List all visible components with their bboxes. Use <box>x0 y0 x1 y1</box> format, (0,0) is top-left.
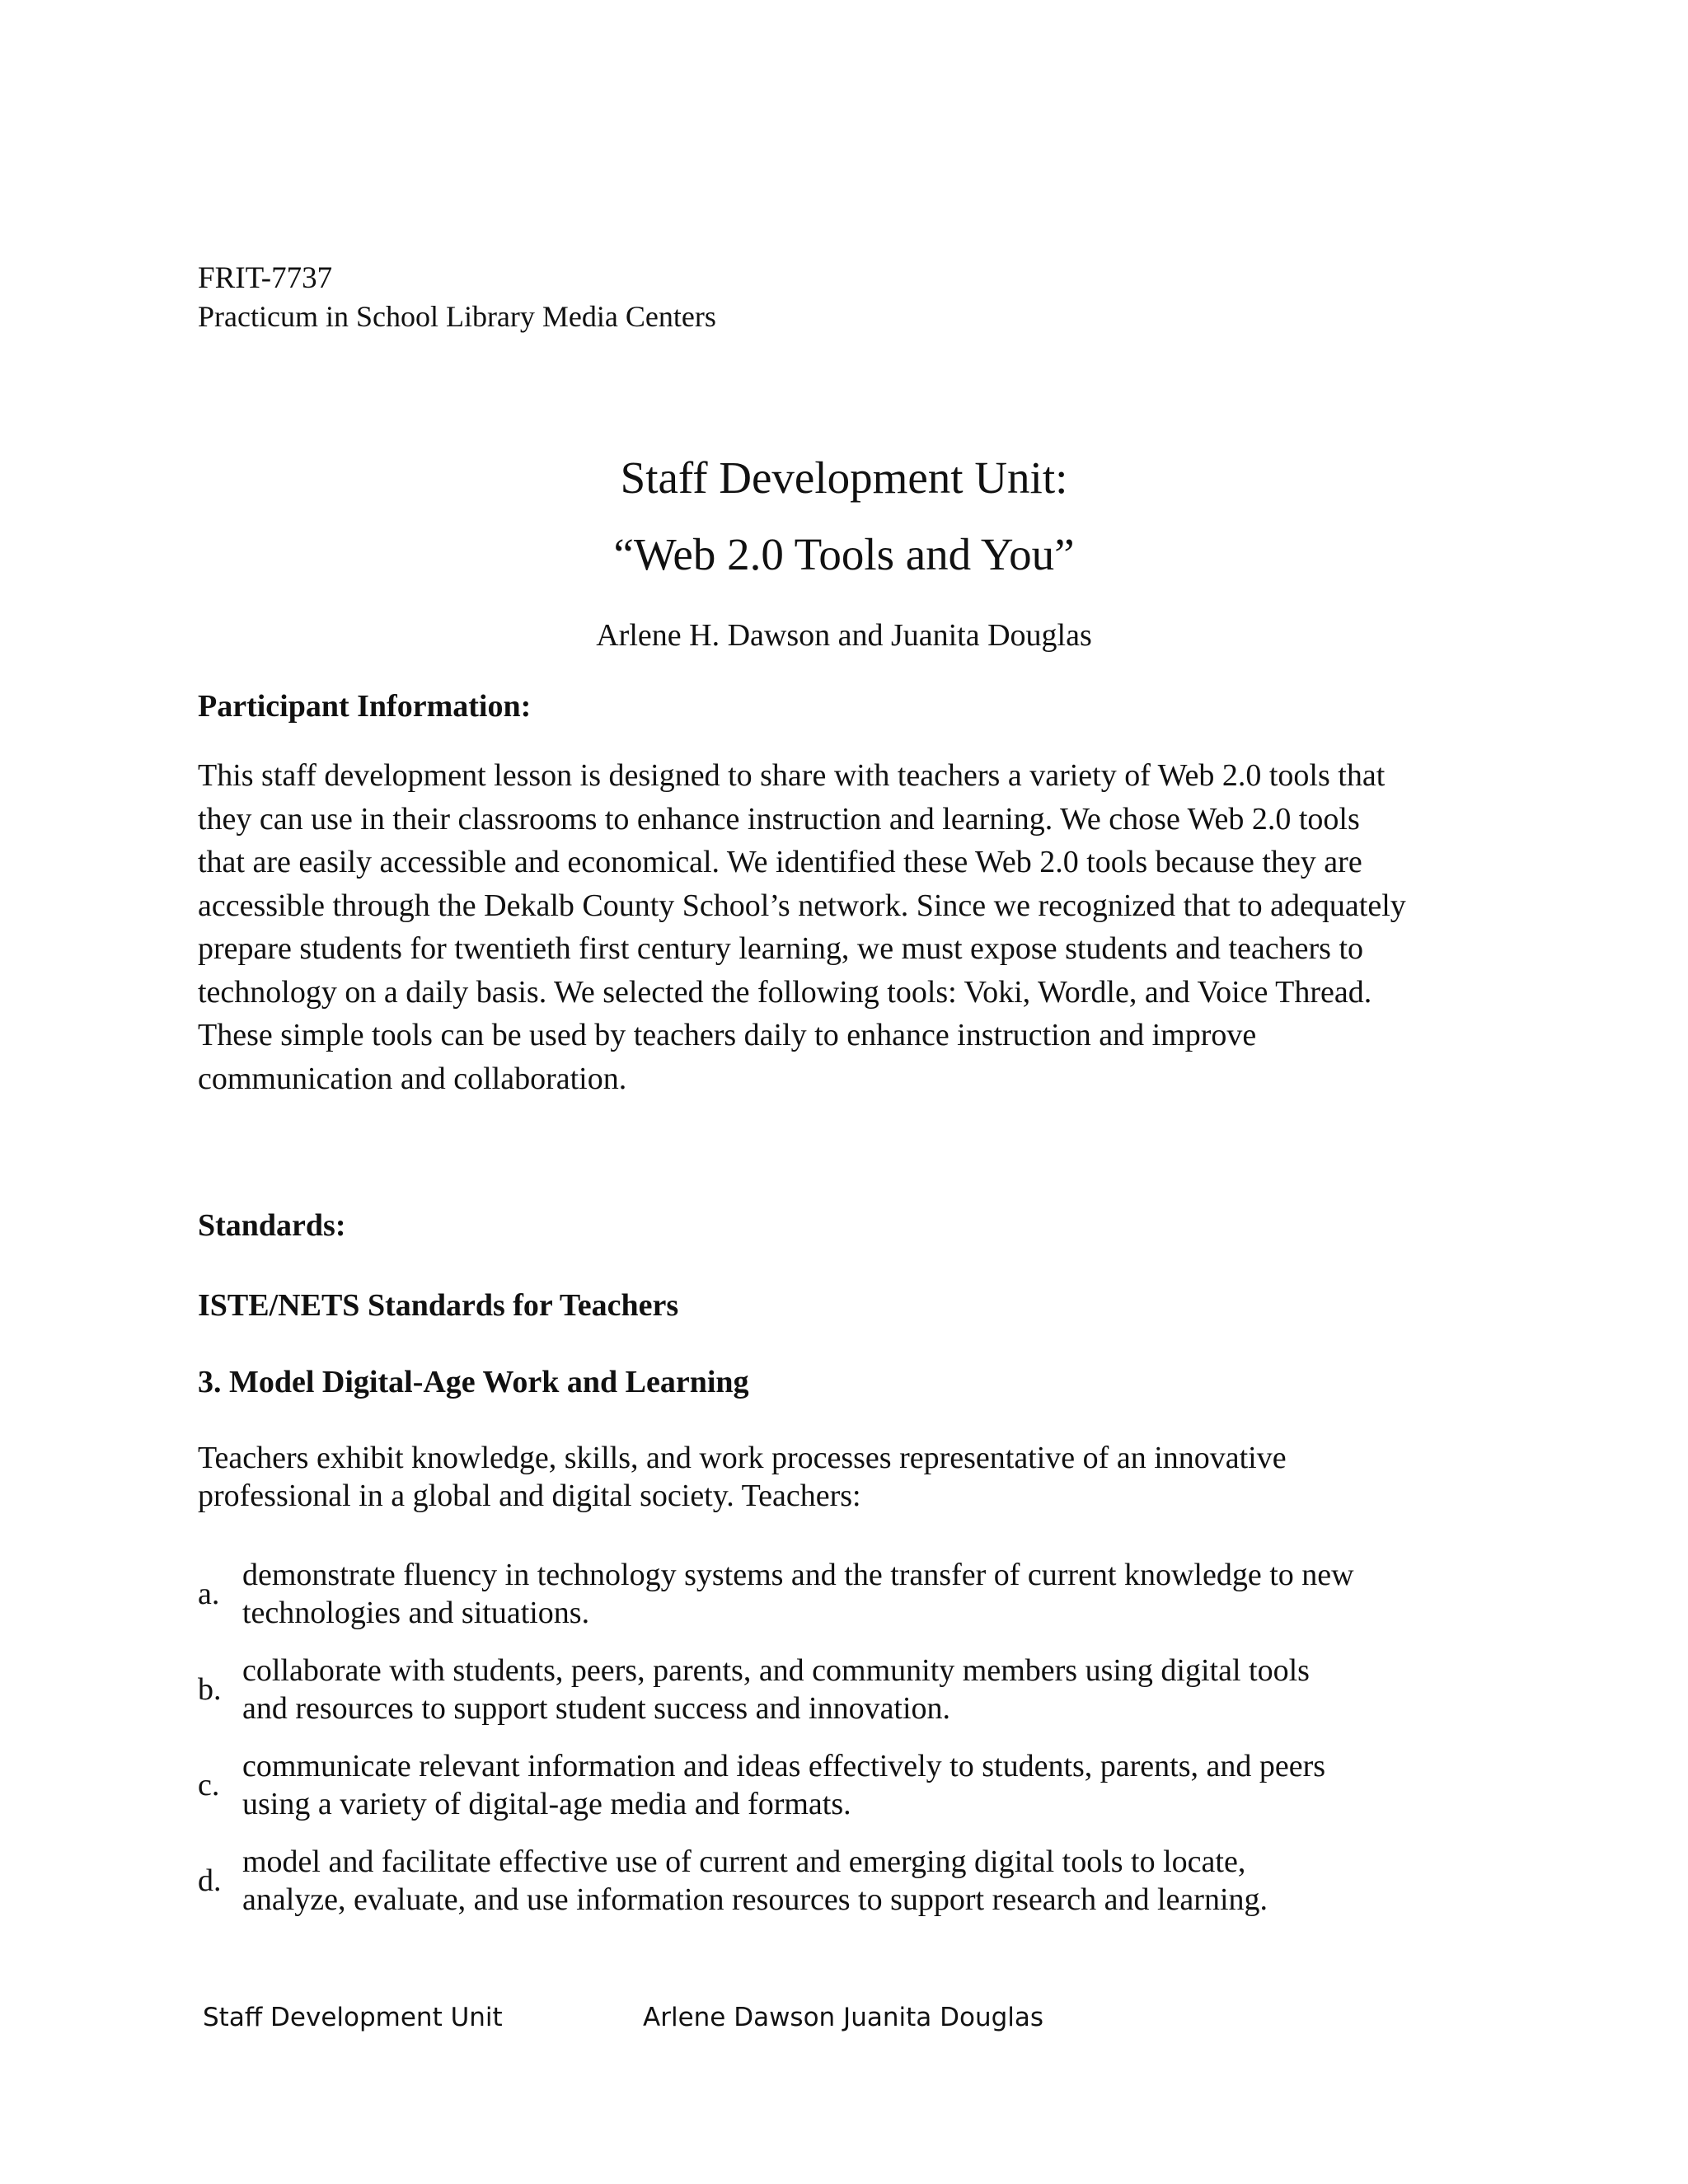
list-item-line: communicate relevant information and ideas effectively to students, parents, and peers <box>242 1749 1326 1783</box>
list-item-line: technologies and situations. <box>242 1596 590 1630</box>
footer-unit-title: Staff Development Unit <box>203 2003 503 2032</box>
paragraph-line: These simple tools can be used by teachers daily to enhance instruction and improve <box>198 1018 1257 1052</box>
list-item-line: model and facilitate effective use of current and emerging digital tools to locate, <box>242 1844 1246 1879</box>
list-item-line: collaborate with students, peers, parents, and community members using digital tools <box>242 1653 1310 1688</box>
list-item-text <box>242 1556 1354 1632</box>
list-item-line: analyze, evaluate, and use information resources to support research and learning. <box>242 1882 1268 1917</box>
list-item-letter: d. <box>198 1863 222 1898</box>
paragraph-line: Teachers exhibit knowledge, skills, and work processes representative of an innovative <box>198 1441 1287 1475</box>
course-code: FRIT-7737 <box>198 261 333 295</box>
list-item-letter: c. <box>198 1768 220 1802</box>
footer-authors: Arlene Dawson Juanita Douglas <box>643 2003 1044 2032</box>
standards-intro-paragraph <box>198 1439 1287 1515</box>
document-title-line-2: “Web 2.0 Tools and You” <box>613 529 1075 579</box>
paragraph-line: communication and collaboration. <box>198 1061 627 1096</box>
paragraph-line: prepare students for twentieth first century learning, we must expose students and teachers to <box>198 931 1364 966</box>
participant-info-heading: Participant Information: <box>198 689 532 724</box>
list-item-letter: a. <box>198 1577 220 1611</box>
list-item-letter: b. <box>198 1672 222 1707</box>
course-name: Practicum in School Library Media Centers <box>198 300 716 333</box>
paragraph-line: technology on a daily basis. We selected the following tools: Voki, Wordle, and Voice Thread. <box>198 974 1372 1010</box>
iste-standards-heading: ISTE/NETS Standards for Teachers <box>198 1288 679 1323</box>
paragraph-line: that are easily accessible and economical. We identified these Web 2.0 tools because they are <box>198 845 1362 879</box>
standards-heading: Standards: <box>198 1208 346 1243</box>
paragraph-line: professional in a global and digital society. Teachers: <box>198 1479 861 1513</box>
paragraph-line: accessible through the Dekalb County School’s network. Since we recognized that to adequately <box>198 888 1406 923</box>
participant-info-paragraph <box>198 754 1500 1100</box>
paragraph-line: This staff development lesson is designed to share with teachers a variety of Web 2.0 tools that <box>198 758 1386 793</box>
document-title-line-1: Staff Development Unit: <box>620 452 1068 503</box>
document-authors: Arlene H. Dawson and Juanita Douglas <box>596 618 1092 653</box>
model-work-heading: 3. Model Digital-Age Work and Learning <box>198 1365 749 1399</box>
list-item-line: using a variety of digital-age media and formats. <box>242 1787 851 1821</box>
list-item-line: demonstrate fluency in technology systems and the transfer of current knowledge to new <box>242 1558 1354 1592</box>
paragraph-line: they can use in their classrooms to enhance instruction and learning. We chose Web 2.0 tools <box>198 801 1360 837</box>
list-item-text <box>242 1747 1325 1823</box>
list-item-text <box>242 1843 1268 1919</box>
list-item-text <box>242 1652 1310 1727</box>
list-item-line: and resources to support student success and innovation. <box>242 1691 951 1726</box>
